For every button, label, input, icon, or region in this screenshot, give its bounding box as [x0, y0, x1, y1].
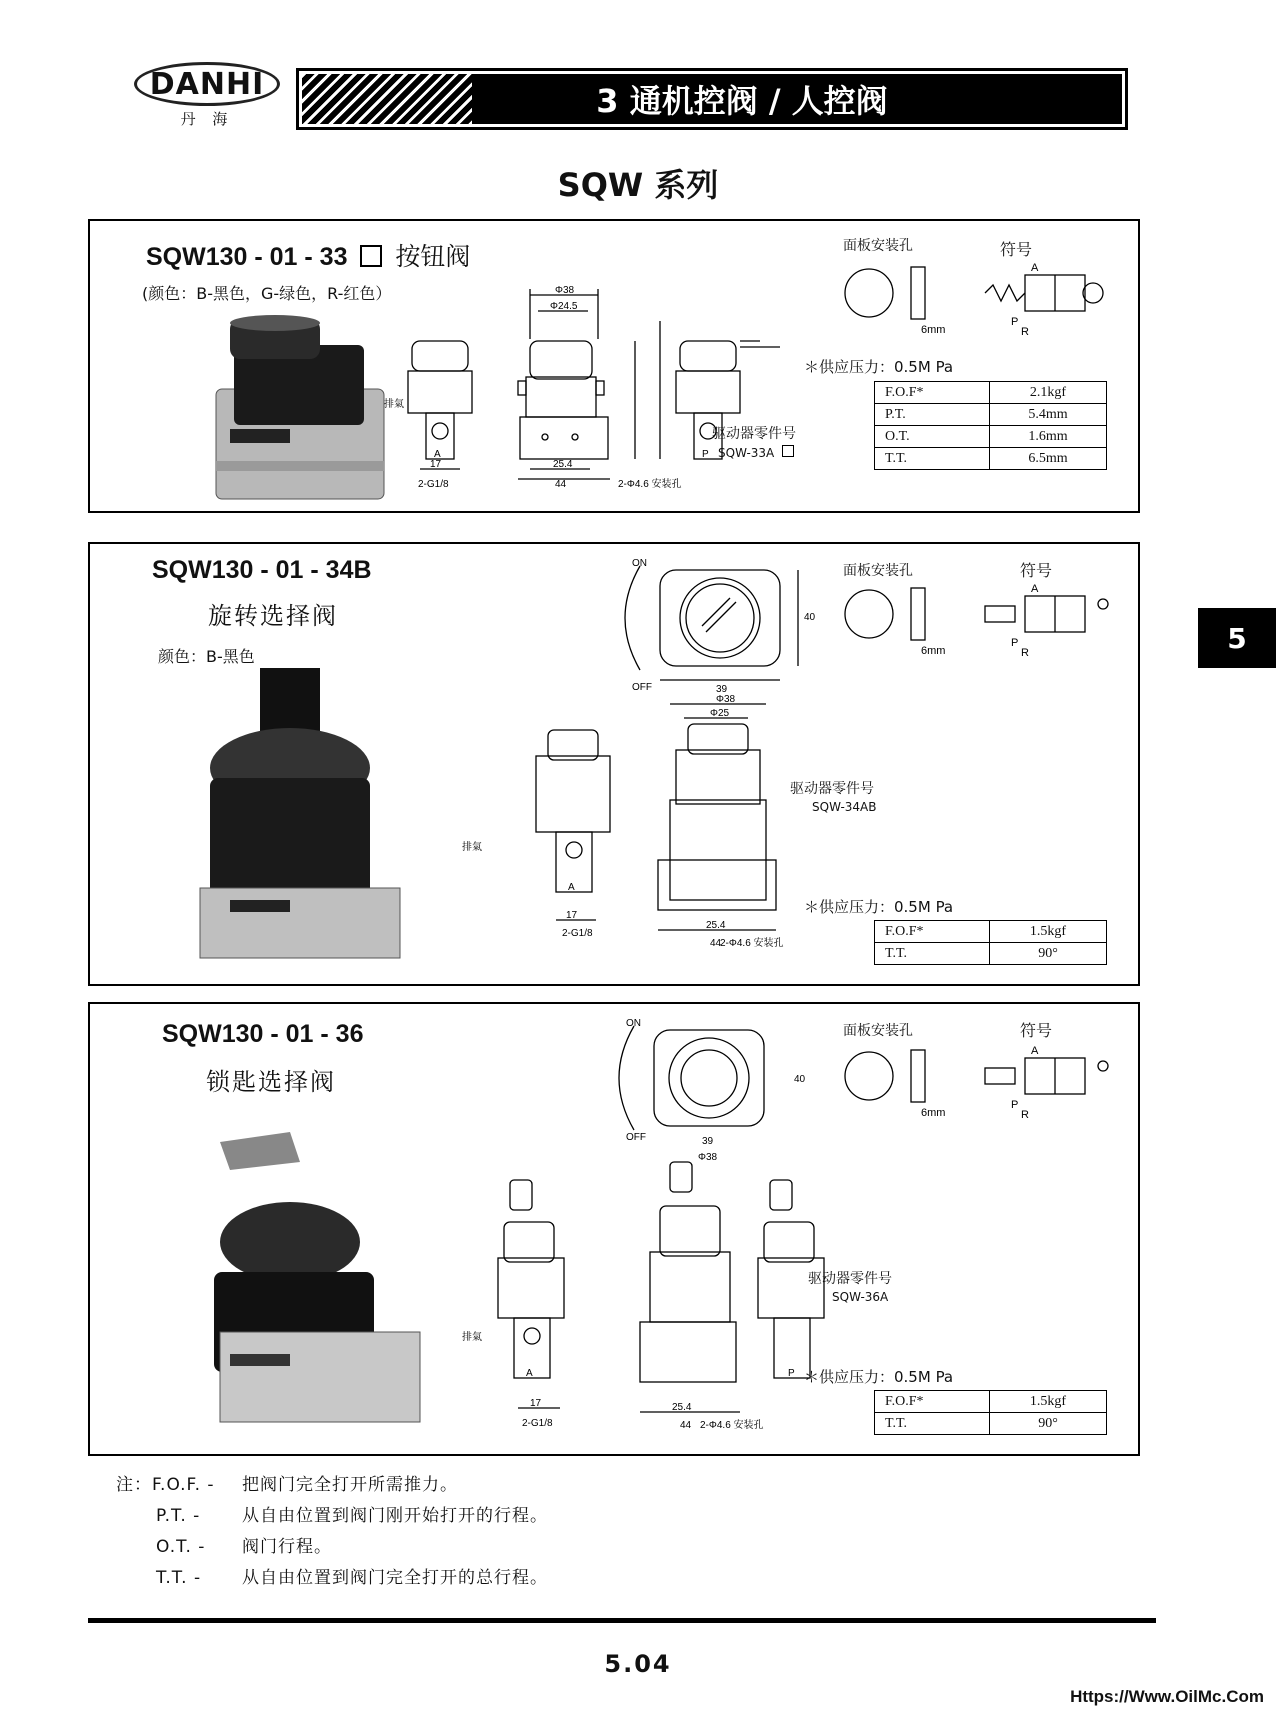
- model-name: SQW130 - 01 - 36: [162, 1020, 364, 1048]
- actuator-part: SQW-34AB: [812, 800, 877, 814]
- supply-pressure: ＊供应压力：0.5M Pa: [804, 1368, 954, 1386]
- svg-text:44: 44: [710, 938, 722, 949]
- svg-text:17: 17: [530, 1398, 542, 1409]
- svg-text:P: P: [1011, 1099, 1019, 1111]
- panel-hole-drawing: [835, 1044, 1135, 1124]
- svg-text:39: 39: [702, 1136, 714, 1147]
- svg-text:Φ25: Φ25: [710, 708, 730, 719]
- symbol-label: 符号: [1020, 1021, 1053, 1040]
- exhaust-label: 排氣: [462, 842, 482, 853]
- svg-text:R: R: [1021, 1109, 1029, 1121]
- svg-text:A: A: [568, 882, 575, 893]
- svg-text:40: 40: [794, 1074, 806, 1085]
- chapter-tab: 5: [1198, 608, 1276, 668]
- svg-text:R: R: [1021, 326, 1029, 338]
- actuator-label: 驱动器零件号: [712, 426, 796, 442]
- mount-hole-label: 2-Φ4.6 安装孔: [700, 1420, 764, 1431]
- panel-hole-label: 面板安装孔: [843, 238, 913, 254]
- port-label: 2-G1/8: [418, 479, 449, 490]
- model-name: SQW130 - 01 - 34B: [152, 556, 372, 584]
- table-row: T.T. 90°: [875, 943, 1107, 965]
- svg-text:Φ38: Φ38: [716, 694, 736, 705]
- svg-text:A: A: [526, 1368, 533, 1379]
- actuator-part: SQW-36A: [832, 1290, 889, 1304]
- svg-text:ON: ON: [632, 558, 647, 569]
- exhaust-label: 排氣: [462, 1332, 482, 1343]
- valve-type: 旋转选择阀: [208, 602, 338, 630]
- mount-hole-label: 2-Φ4.6 安装孔: [618, 479, 682, 490]
- svg-text:Φ24.5: Φ24.5: [550, 301, 578, 312]
- port-label: 2-G1/8: [522, 1418, 553, 1429]
- model-name: SQW130 - 01 - 33 按钮阀: [146, 242, 471, 271]
- symbol-label: 符号: [1020, 561, 1053, 580]
- svg-text:6mm: 6mm: [921, 645, 946, 657]
- svg-text:P: P: [1011, 316, 1019, 328]
- page-number: 5.04: [604, 1650, 672, 1678]
- table-row: F.O.F* 1.5kgf: [875, 921, 1107, 943]
- note-item: 注：F.O.F. - 把阀门完全打开所需推力。: [116, 1475, 458, 1495]
- svg-text:25.4: 25.4: [672, 1402, 692, 1413]
- table-row: P.T. 5.4mm: [875, 404, 1107, 426]
- svg-text:P: P: [702, 449, 709, 460]
- valve-photo: [200, 1122, 430, 1432]
- dimension-drawing: [462, 1012, 830, 1442]
- svg-text:17: 17: [430, 459, 442, 470]
- valve-photo: [190, 668, 460, 968]
- symbol-label: 符号: [1000, 240, 1033, 259]
- valve-photo: [200, 311, 420, 511]
- spec-table: [874, 381, 1107, 470]
- table-row: T.T. 6.5mm: [875, 448, 1107, 470]
- note-item: P.T. - 从自由位置到阀门刚开始打开的行程。: [156, 1506, 548, 1526]
- svg-text:A: A: [434, 449, 441, 460]
- actuator-part: SQW-33A: [718, 445, 794, 460]
- svg-text:P: P: [1011, 637, 1019, 649]
- svg-text:A: A: [1031, 1045, 1039, 1057]
- valve-type: 锁匙选择阀: [206, 1068, 336, 1096]
- svg-text:ON: ON: [626, 1018, 641, 1029]
- color-options: (颜色：B-黑色，G-绿色，R-红色）: [142, 284, 392, 303]
- actuator-label: 驱动器零件号: [790, 781, 874, 797]
- note-item: O.T. - 阀门行程。: [156, 1537, 332, 1557]
- panel-hole-drawing: [835, 582, 1135, 662]
- panel-hole-drawing: [835, 261, 1135, 341]
- exhaust-label: 排氣: [384, 399, 404, 410]
- supply-pressure: ＊供应压力：0.5M Pa: [804, 898, 954, 916]
- panel-hole-label: 面板安装孔: [843, 563, 913, 579]
- svg-text:OFF: OFF: [632, 682, 652, 693]
- logo-wordmark: DANHI: [134, 62, 280, 106]
- svg-text:44: 44: [680, 1420, 692, 1431]
- table-row: O.T. 1.6mm: [875, 426, 1107, 448]
- note-item: T.T. - 从自由位置到阀门完全打开的总行程。: [156, 1568, 548, 1588]
- dimension-drawing: [462, 550, 830, 970]
- notes: [116, 1470, 548, 1594]
- svg-text:A: A: [1031, 262, 1039, 274]
- logo-subtitle: 丹 海: [180, 110, 234, 128]
- svg-text:A: A: [1031, 583, 1039, 595]
- port-label: 2-G1/8: [562, 928, 593, 939]
- section-sqw130-01-34b: [88, 542, 1140, 986]
- svg-text:40: 40: [804, 612, 816, 623]
- svg-text:Φ38: Φ38: [555, 285, 575, 296]
- svg-text:39: 39: [716, 684, 728, 695]
- actuator-label: 驱动器零件号: [808, 1271, 892, 1287]
- svg-text:P: P: [788, 1368, 795, 1379]
- series-title: SQW 系列: [557, 166, 719, 204]
- header-stripes: [302, 74, 472, 124]
- supply-pressure: ＊供应压力：0.5M Pa: [804, 358, 954, 376]
- section-sqw130-01-33: [88, 219, 1140, 513]
- table-row: T.T. 90°: [875, 1413, 1107, 1435]
- svg-text:17: 17: [566, 910, 578, 921]
- svg-text:6mm: 6mm: [921, 324, 946, 336]
- danhi-logo: [134, 62, 282, 128]
- watermark: Https://Www.OilMc.Com: [1070, 1687, 1264, 1706]
- spec-table: [874, 920, 1107, 965]
- svg-text:25.4: 25.4: [553, 459, 573, 470]
- header-bar: [296, 68, 1128, 130]
- color-options: 颜色：B-黑色: [158, 647, 255, 666]
- svg-text:Φ38: Φ38: [698, 1152, 718, 1163]
- footer-rule: [88, 1618, 1156, 1623]
- svg-text:OFF: OFF: [626, 1132, 646, 1143]
- svg-text:6mm: 6mm: [921, 1107, 946, 1119]
- color-box: [360, 245, 382, 267]
- svg-text:25.4: 25.4: [706, 920, 726, 931]
- svg-text:44: 44: [555, 479, 567, 490]
- table-row: F.O.F* 1.5kgf: [875, 1391, 1107, 1413]
- svg-text:R: R: [1021, 647, 1029, 659]
- section-sqw130-01-36: [88, 1002, 1140, 1456]
- page-title: 3 通机控阀 / 人控阀: [596, 82, 888, 120]
- spec-table: [874, 1390, 1107, 1435]
- panel-hole-label: 面板安装孔: [843, 1023, 913, 1039]
- table-row: F.O.F* 2.1kgf: [875, 382, 1107, 404]
- mount-hole-label: 2-Φ4.6 安装孔: [720, 938, 784, 949]
